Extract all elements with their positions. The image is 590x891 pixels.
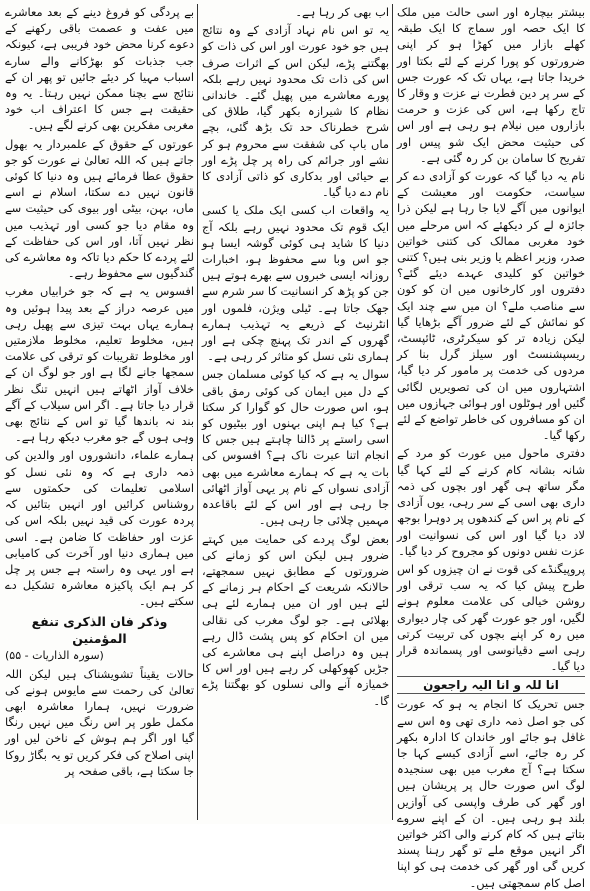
quran-verse: وذکر فان الذکری تنفع المؤمنین [31, 613, 168, 646]
paragraph: عورتوں کے حقوق کے علمبردار یہ بھول جاتے ہیں کہ اللہ تعالیٰ نے عورت کو جو حقوق عطا فرمائے ہیں وہ دنیا کا کوئی قانون نہیں دے سکتا، اسلام نے اسے ماں، بہن، بیٹی اور بیوی کی حیثیت سے وہ مقام دیا جو کسی اور تہذیب میں نظر نہیں آتا، اور اس کی حفاظت کے لئے پردے کا حکم دیا تاکہ وہ معاشرے کی گندگیوں سے محفوظ رہے۔ [5, 136, 194, 281]
paragraph: بے پردگی کو فروغ دینے کے بعد معاشرے میں عفت و عصمت باقی رکھنے کے دعوے کرنا محض خود فریبی ہے، کیونکہ جب جذبات کو بھڑکانے والے سارے اسباب مہیا کر دیئے جائیں تو پھر ان کے نتائج سے بچنا ممکن نہیں رہتا۔ یہ وہ حقیقت ہے جس کا اعتراف اب خود مغربی مفکرین بھی کرنے لگے ہیں۔ [5, 5, 194, 133]
paragraph: یہ تو اس نام نہاد آزادی کے وہ نتائج ہیں جو خود عورت اور اس کی ذات کو بھگتنے پڑے، لیکن اس کے اثرات صرف اس کی ذات تک محدود نہیں رہے بلکہ پورے معاشرے میں پھیل گئے۔ خاندانی نظام کا شیرازہ بکھر گیا، طلاق کی شرح خطرناک حد تک بڑھ گئی، بچے ماں باپ کی شفقت سے محروم ہو کر نشے اور جرائم کی راہ پر چل پڑے اور بے حیائی اور بدکاری کو ذاتی آزادی کا نام دے دیا گیا۔ [202, 23, 389, 200]
paragraph: بیشتر بیچارہ اور اسی حالت میں ملک کا ایک حصہ اور سماج کا ایک طبقہ کھلے بازار میں کھڑا ہو کر اپنی ضرورتوں کو پورا کرنے کے لئے بکتا اور خریدا جاتا ہے، یہاں تک کہ عورت جس کے سر پر دین فطرت نے عزت و وقار کا تاج رکھا ہے، اس کی عزت و حرمت بازاروں میں نیلام ہو رہی ہے اور اس کی حیثیت محض ایک شو پیس اور تفریح کا سامان بن کر رہ گئی ہے۔ [397, 5, 585, 165]
section-heading: انا للہ و انا الیہ راجعون [397, 676, 585, 694]
paragraph: پروپیگنڈے کی قوت نے ان چیزوں کو اس طرح پیش کیا کہ یہ سب ترقی اور روشن خیالی کی علامت معلوم ہونے لگیں، اور جو عورت گھر کی چار دیواری میں رہ کر اپنے بچوں کی تربیت کرتی رہی اسے دقیانوسی اور پسماندہ قرار دیا گیا۔ [397, 561, 585, 674]
paragraph: یہ واقعات اب کسی ایک ملک یا کسی ایک قوم تک محدود نہیں رہے بلکہ آج دنیا کا شاید ہی کوئی گوشہ ایسا ہو جو اس وبا سے محفوظ ہو، اخبارات روزانہ ایسی خبروں سے بھرے ہوتے ہیں جن کو پڑھ کر انسانیت کا سر شرم سے جھک جاتا ہے۔ ٹیلی ویژن، فلموں اور انٹرنیٹ کے ذریعے یہ تہذیب ہمارے گھروں کے اندر تک پہنچ چکی ہے اور ہماری نئی نسل کو متاثر کر رہی ہے۔ [202, 203, 389, 364]
paragraph: جس تحریک کا انجام یہ ہو کہ عورت کی جو اصل ذمہ داری تھی وہ اس سے غافل ہو جائے اور خاندان کا ادارہ بکھر کر رہ جائے، اسے آزادی کیسے کہا جا سکتا ہے؟ آج مغرب میں بھی سنجیدہ لوگ اس صورت حال پر پریشان ہیں اور گھر کی طرف واپسی کی آوازیں بلند ہو رہی ہیں۔ ان کے اپنے سروے بتاتے ہیں کہ کام کرنے والی اکثر خواتین اگر انہیں موقع ملے تو گھر رہنا پسند کریں گی اور گھر کی خدمت ہی کو اپنا اصل کام سمجھتی ہیں۔ [397, 697, 585, 890]
column-divider [392, 4, 393, 820]
verse-reference: (سورہ الذاریات - ۵۵) [5, 648, 104, 662]
column-middle [199, 4, 392, 820]
column-divider [197, 4, 198, 820]
paragraph: حالات یقیناً تشویشناک ہیں لیکن اللہ تعالیٰ کی رحمت سے مایوس ہونے کی ضرورت نہیں، ہمارا معاشرہ ابھی مکمل طور پر اس رنگ میں نہیں رنگا گیا اور اگر ہم ہوش کے ناخن لیں اور اپنی اصلاح کی فکر کریں تو یہ بگاڑ روکا جا سکتا ہے، باقی صفحہ پر [5, 666, 194, 778]
column-right [394, 4, 588, 890]
column-left [2, 4, 197, 820]
paragraph: ہمارے علماء، دانشوروں اور والدین کی ذمہ داری ہے کہ وہ نئی نسل کو اسلامی تعلیمات کی حکمتوں سے روشناس کرائیں اور انہیں بتائیں کہ پردہ عورت کی قید نہیں بلکہ اس کی عزت اور حفاظت کا ضامن ہے۔ اسی میں ہماری دنیا اور آخرت کی کامیابی ہے اور یہی وہ راستہ ہے جس پر چل کر ہم ایک پاکیزہ معاشرہ تشکیل دے سکتے ہیں۔ [5, 448, 194, 609]
paragraph: سوال یہ ہے کہ کیا کوئی مسلمان جس کے دل میں ایمان کی کوئی رمق باقی ہو، اس صورت حال کو گوارا کر سکتا ہے؟ کیا ہم اپنی بہنوں اور بیٹیوں کو اسی راستے پر ڈالنا چاہتے ہیں جس کا انجام اتنا عبرت ناک ہے؟ افسوس کی بات یہ ہے کہ ہمارے معاشرے میں بھی آزادی نسواں کے نام پر یہی آواز اٹھائی جا رہی ہے اور اس کے لئے باقاعدہ مہمیں چلائی جا رہی ہیں۔ [202, 367, 389, 528]
paragraph: اب بھی کر رہا ہے۔ [295, 5, 389, 19]
paragraph: دفتری ماحول میں عورت کو مرد کے شانہ بشانہ کام کرنے کے لئے کہا گیا مگر ساتھ ہی گھر اور بچوں کی ذمہ داری بھی اسی کے سر رہی، یوں آزادی کے نام پر اس کے کندھوں پر دوہرا بوجھ لاد دیا گیا اور اس کی نسوانیت اور عزت نفس دونوں کو مجروح کر دیا گیا۔ [397, 446, 585, 558]
paragraph: بعض لوگ پردے کی حمایت میں کہتے ضرور ہیں لیکن اس کو زمانے کی ضرورتوں کے مطابق نہیں سمجھتے، حالانکہ شریعت کے احکام ہر زمانے کے لئے ہیں اور ان میں ہمارے لئے ہی بھلائی ہے۔ جو لوگ مغرب کی نقالی میں ان احکام کو پس پشت ڈال رہے ہیں وہ دراصل اپنے ہی معاشرے کی جڑیں کھوکھلی کر رہے ہیں اور اس کا خمیازہ آنے والی نسلوں کو بھگتنا پڑے گا۔ [202, 531, 389, 708]
paragraph: افسوس یہ ہے کہ جو خرابیاں مغرب میں عرصہ دراز کے بعد پیدا ہوئیں وہ ہمارے یہاں بہت تیزی سے پھیل رہی ہیں، مخلوط تعلیم، مخلوط ملازمتیں اور مخلوط تقریبات کو ترقی کی علامت سمجھا جانے لگا ہے اور جو لوگ ان کے خلاف آواز اٹھاتے ہیں انہیں تنگ نظر قرار دیا جاتا ہے۔ اگر اس سیلاب کے آگے بند نہ باندھا گیا تو اس کے نتائج بھی وہی ہوں گے جو مغرب دیکھ رہا ہے۔ [5, 284, 194, 445]
paragraph: نام یہ دیا گیا کہ عورت کو آزادی دے کر سیاست، حکومت اور معیشت کے ایوانوں میں آگے لایا جا رہا ہے لیکن ذرا جائزہ لے کر دیکھئے کہ اس مرحلے میں خود مغربی ممالک کی کتنی خواتین صدر، وزیر اعظم یا وزیر بنی ہیں؟ کتنی خواتین کو کلیدی عہدے دیئے گئے؟ دفتروں اور کارخانوں میں ان کو کون سے مناصب ملے؟ ان میں سے چند ایک کو نمائش کے لئے ضرور آگے بڑھایا گیا لیکن زیادہ تر کو سیکرٹری، ٹائپسٹ، ریسپشنسٹ اور سیلز گرل بنا کر مردوں کی خدمت پر مامور کر دیا گیا، اشتہاروں میں ان کی تصویریں لگائی گئیں اور ہوٹلوں اور ہوائی جہازوں میں ان کو مسافروں کی خاطر تواضع کے لئے رکھا گیا۔ [397, 169, 585, 443]
